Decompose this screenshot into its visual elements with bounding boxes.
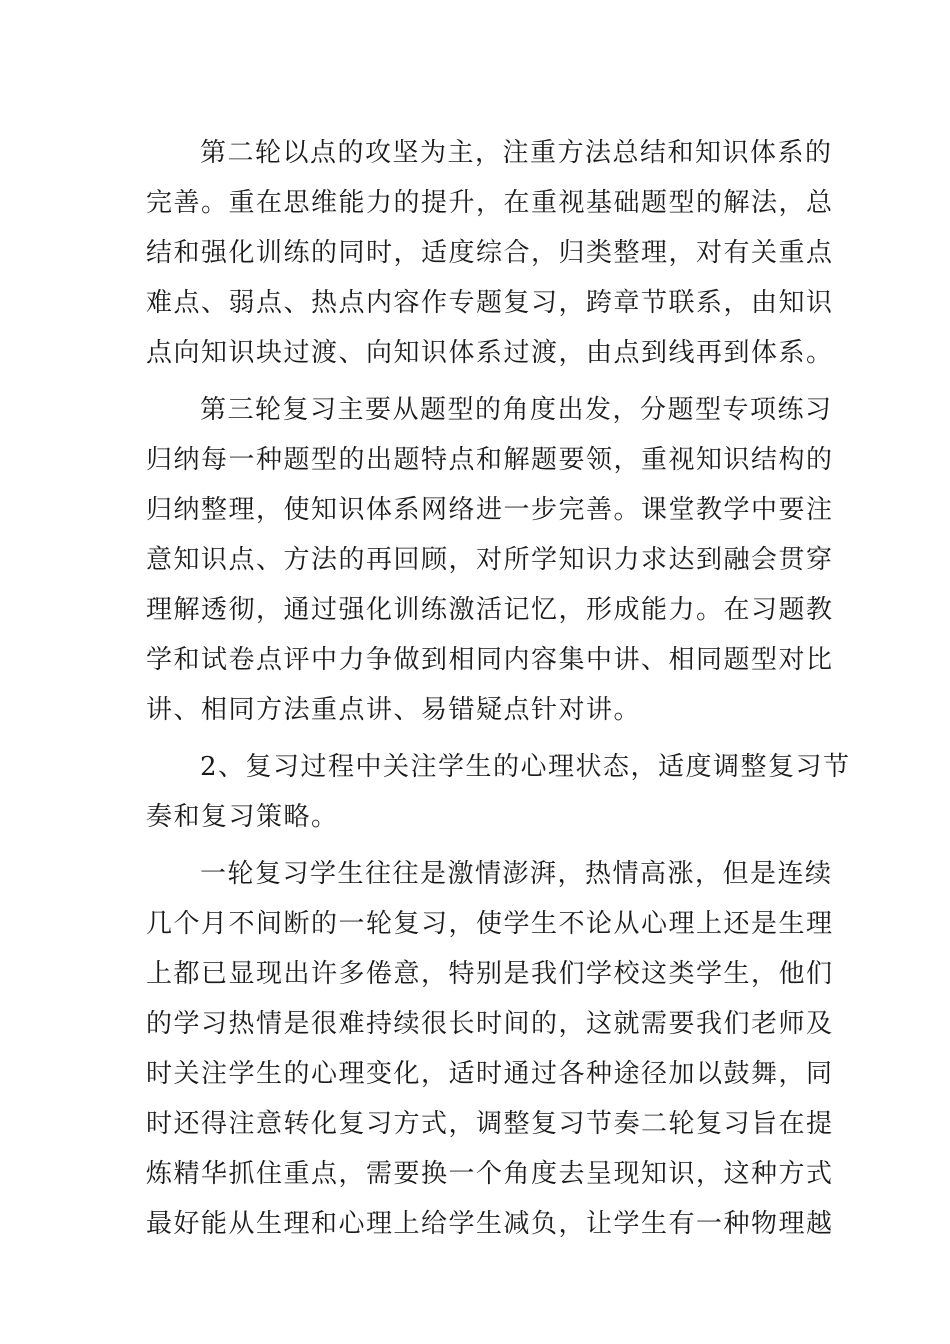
paragraph-third-round: [146, 385, 834, 735]
text-line: 的学习热情是很难持续很长时间的，这就需要我们老师及: [146, 1009, 834, 1039]
text-line: 一轮复习学生往往是激情澎湃，热情高涨，但是连续: [200, 859, 833, 889]
text-line: 第二轮以点的攻坚为主，注重方法总结和知识体系的: [200, 138, 833, 168]
text-line: 时还得注意转化复习方式，调整复习节奏二轮复习旨在提: [146, 1109, 834, 1139]
text-line: 难点、弱点、热点内容作专题复习，跨章节联系，由知识: [146, 288, 834, 318]
paragraph-third-round-intro: [146, 128, 834, 378]
text-line: 时关注学生的心理变化，适时通过各种途径加以鼓舞，同: [146, 1059, 834, 1089]
paragraph-section-heading: [146, 742, 851, 842]
text-line: 几个月不间断的一轮复习，使学生不论从心理上还是生理: [146, 909, 834, 939]
text-line: 学和试卷点评中力争做到相同内容集中讲、相同题型对比: [146, 645, 834, 675]
text-line: 讲、相同方法重点讲、易错疑点针对讲。: [146, 695, 642, 725]
text-line: 意知识点、方法的再回顾，对所学知识力求达到融会贯穿: [146, 545, 834, 575]
text-line: 结和强化训练的同时，适度综合，归类整理，对有关重点: [146, 238, 834, 268]
text-line: 奏和复习策略。: [146, 802, 339, 832]
text-line: 2、复习过程中关注学生的心理状态，适度调整复习节: [200, 752, 851, 782]
text-line: 炼精华抓住重点，需要换一个角度去呈现知识，这种方式: [146, 1159, 834, 1189]
text-line: 归纳每一种题型的出题特点和解题要领，重视知识结构的: [146, 445, 834, 475]
text-line: 归纳整理，使知识体系网络进一步完善。课堂教学中要注: [146, 495, 834, 525]
text-line: 完善。重在思维能力的提升，在重视基础题型的解法，总: [146, 188, 834, 218]
text-line: 点向知识块过渡、向知识体系过渡，由点到线再到体系。: [146, 338, 834, 368]
text-line: 第三轮复习主要从题型的角度出发，分题型专项练习: [200, 395, 833, 425]
text-line: 理解透彻，通过强化训练激活记忆，形成能力。在习题教: [146, 595, 834, 625]
text-line: 最好能从生理和心理上给学生减负，让学生有一种物理越: [146, 1209, 834, 1239]
text-line: 上都已显现出许多倦意，特别是我们学校这类学生，他们: [146, 959, 834, 989]
document-body: [146, 128, 851, 1249]
paragraph-first-round-psychology: [146, 849, 834, 1249]
